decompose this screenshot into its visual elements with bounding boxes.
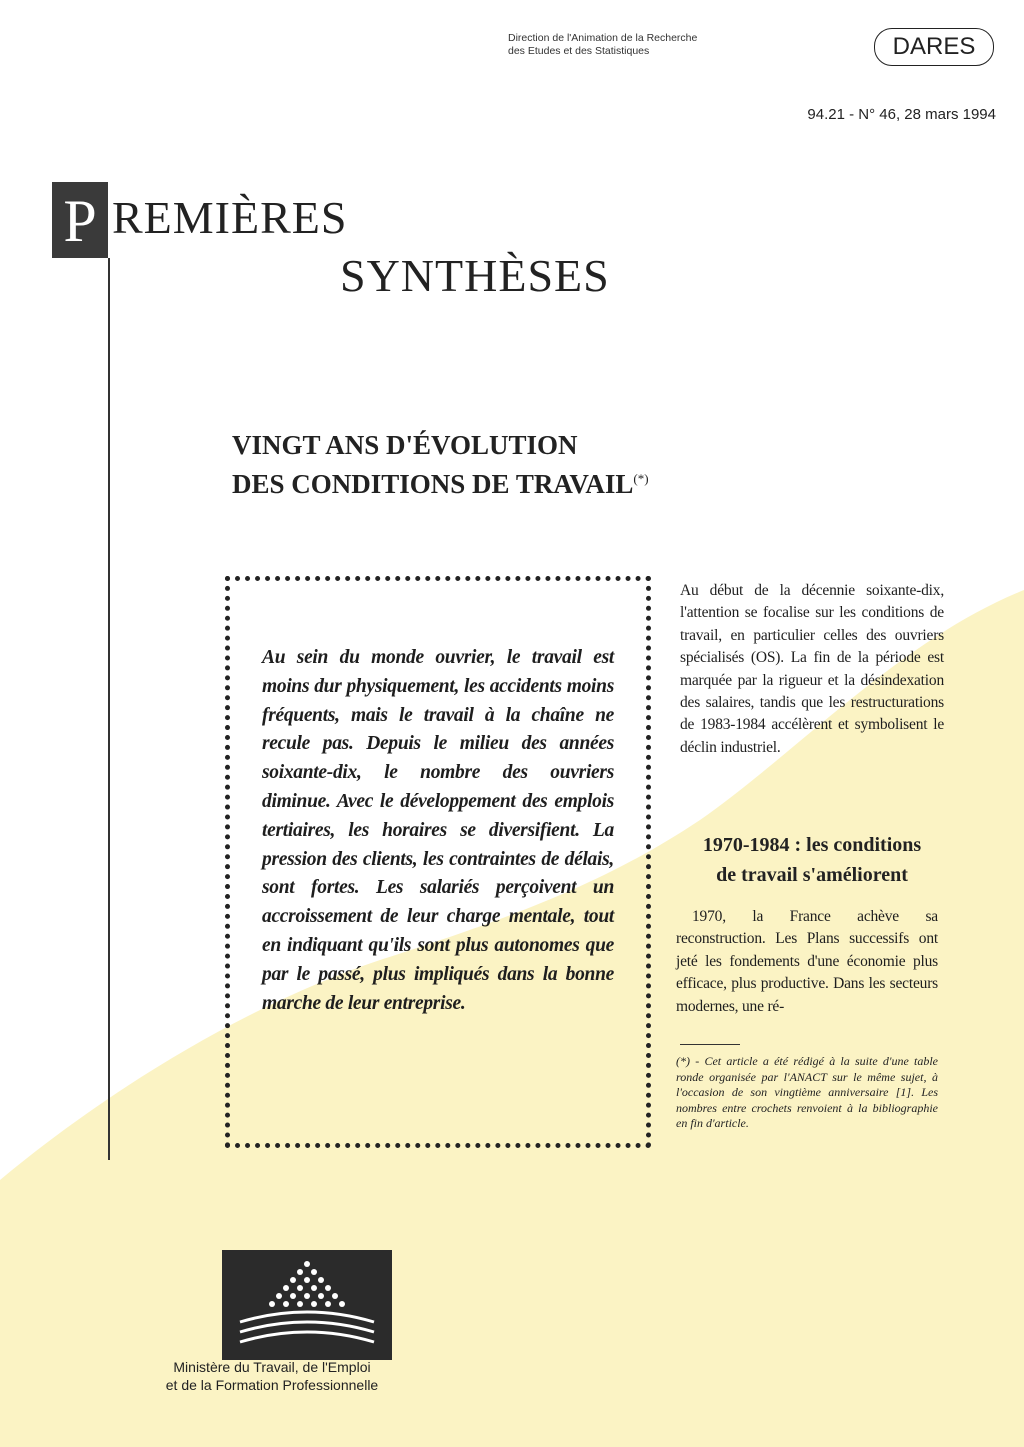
masthead-word2: SYNTHÈSES	[340, 250, 610, 301]
header-org-line2: des Etudes et des Statistiques	[508, 45, 650, 57]
masthead-vertical-rule	[108, 258, 110, 1160]
title-line1: VINGT ANS D'ÉVOLUTION	[232, 430, 578, 460]
ministry-logo-icon	[222, 1250, 392, 1360]
footnote: (*) - Cet article a été rédigé à la suite d'une table ronde organisée par l'ANACT sur le même sujet, à l'occasion de son vingtième anniversaire [1]. Les nombres entre crochets renvoient à la bibliographie en fin d'article.	[676, 1054, 938, 1130]
title-note-marker: (*)	[633, 471, 649, 486]
ministry-name-line2: et de la Formation Professionnelle	[165, 1377, 379, 1393]
ministry-name-line1: Ministère du Travail, de l'Emploi	[173, 1359, 371, 1375]
article-title	[232, 428, 649, 501]
section-heading-line1: 1970-1984 : les conditions	[702, 834, 922, 856]
masthead-initial: P	[63, 188, 97, 254]
dares-badge: DARES	[874, 28, 994, 66]
footnote-rule	[680, 1044, 740, 1045]
section-heading	[672, 830, 952, 890]
masthead-word1: REMIÈRES	[112, 192, 348, 243]
section-body: 1970, la France achève sa reconstruction. Les Plans successifs ont jeté les fondements d'une économie plus efficace, plus productive. Dans les secteurs modernes, une ré-	[676, 908, 938, 1015]
header-organization	[508, 32, 697, 58]
title-line2: DES CONDITIONS DE TRAVAIL	[232, 469, 634, 499]
issue-number: 94.21 - N° 46, 28 mars 1994	[807, 106, 996, 123]
abstract-text: Au sein du monde ouvrier, le travail est moins dur physiquement, les accidents moins fréquents, mais le travail à la chaîne ne recule pas. Depuis le milieu des années soixante-dix, le nombre des ouvriers diminue. Avec le développement des emplois tertiaires, les horaires se diversifient. La pression des clients, les contraintes de délais, sont fortes. Les salariés perçoivent un accroissement de leur charge mentale, tout en indiquant qu'ils sont plus autonomes que par le passé, plus impliqués dans la bonne marche de leur entreprise.	[262, 647, 614, 1014]
section-heading-line2: de travail s'améliorent	[716, 864, 908, 886]
intro-paragraph: Au début de la décennie soixante-dix, l'attention se focalise sur les conditions de travail, en particulier celles des ouvriers spécialisés (OS). La fin de la période est marquée par la rigueur et la désindexation des salaires, tandis que les restructurations de 1983-1984 accélèrent et symbolisent le déclin industriel.	[680, 582, 944, 756]
header-org-line1: Direction de l'Animation de la Recherche	[508, 32, 698, 44]
ministry-name	[140, 1358, 404, 1394]
